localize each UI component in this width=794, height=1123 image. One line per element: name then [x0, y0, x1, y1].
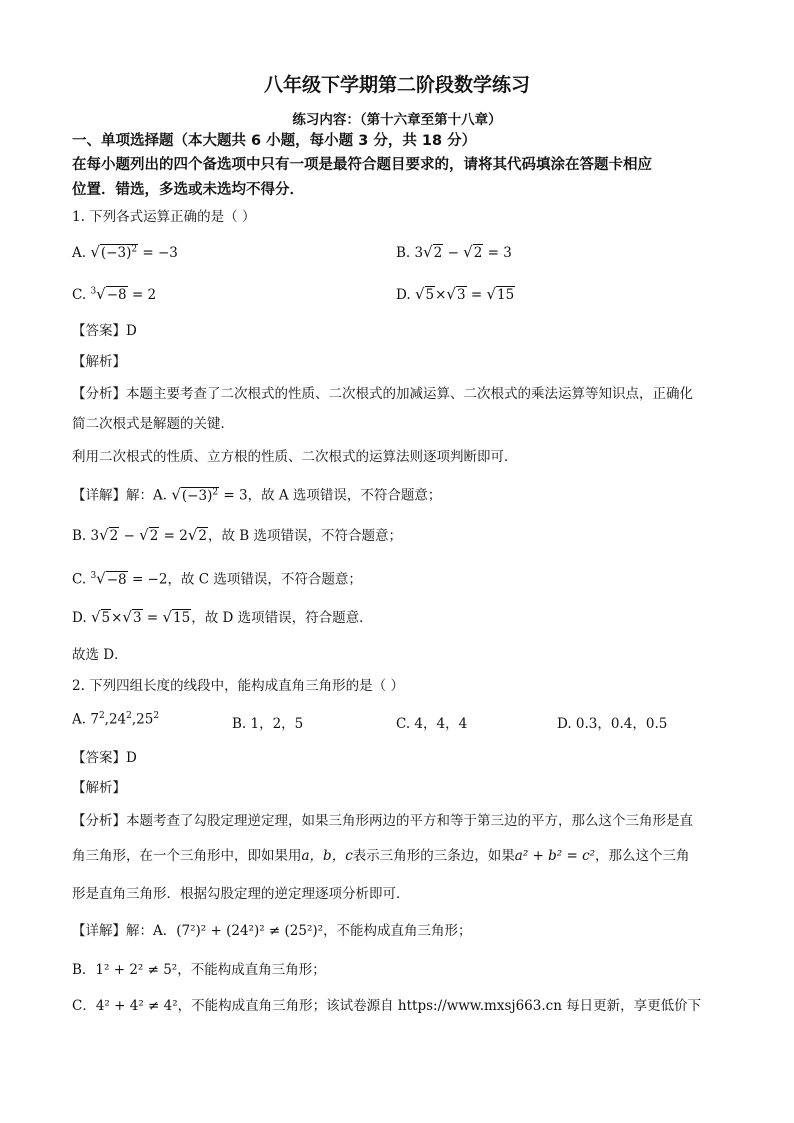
value: ,25: [131, 711, 154, 728]
q1-option-a: [72, 243, 178, 261]
detail-tail: ，故 D 选项错误，符合题意．: [191, 610, 373, 626]
radical: √2: [463, 243, 483, 261]
q1-jiexi: 【解析】: [72, 354, 126, 370]
radicand: −8: [106, 571, 127, 588]
detail-tail: ，不能构成直角三角形；: [323, 923, 472, 939]
detail-prefix: B．: [72, 962, 96, 978]
radical: √2: [187, 526, 207, 544]
detail-tail: ，故 B 选项错误，不符合题意；: [207, 528, 402, 544]
q1-analysis-3: 利用二次根式的性质、立方根的性质、二次根式的运算法则逐项判断即可．: [72, 449, 518, 465]
q2-detail-c: [72, 996, 701, 1016]
detail-rhs: = −2: [131, 571, 168, 588]
exponent: 2: [98, 711, 105, 721]
radicand: 3: [132, 610, 142, 626]
q2-option-b: B. 1，2，5: [232, 716, 304, 732]
q1-option-b: [396, 243, 512, 261]
q1-detail-c: [72, 566, 362, 590]
q1-stem: 1. 下列各式运算正确的是（ ）: [72, 209, 256, 225]
page-subtitle: 练习内容：（第十六章至第十八章）: [292, 112, 502, 128]
expression: 4² + 4² ≠ 4²: [95, 998, 178, 1014]
operator: ×: [111, 610, 123, 626]
radical: √5: [90, 608, 111, 626]
text: 表示三角形的三条边，如果: [352, 848, 515, 864]
text: 角三角形，在一个三角形中，即如果用: [72, 848, 302, 864]
radical: √3: [122, 608, 142, 626]
option-label: C.: [72, 287, 87, 303]
option-label: A.: [72, 245, 87, 261]
radicand: (−3): [181, 487, 213, 504]
equation: a² + b² = c²: [514, 848, 596, 864]
value: 7: [90, 711, 99, 728]
detail-tail: ，不能构成直角三角形；该试卷源自 https://www.mxsj663.cn 每日更新，享更低价下: [177, 998, 702, 1014]
q2-option-a: [72, 711, 159, 728]
exponent: 2: [153, 711, 160, 721]
q2-option-c: C. 4，4，4: [396, 716, 468, 732]
q1-detail-d: [72, 607, 373, 628]
operator: =: [146, 610, 159, 626]
radical: √2: [423, 243, 443, 261]
q2-option-d: D. 0.3，0.4，0.5: [557, 716, 668, 732]
operator: =: [470, 287, 483, 303]
q2-analysis-1: 【分析】本题考查了勾股定理逆定理，如果三角形两边的平方和等于第三边的平方，那么这个三角形是直: [72, 813, 693, 829]
detail-rhs: = 2: [163, 528, 188, 544]
q2-stem: 2. 下列四组长度的线段中，能构成直角三角形的是（ ）: [72, 678, 404, 694]
option-rhs: = 3: [487, 245, 512, 261]
radical: √15: [162, 608, 191, 626]
detail-prefix: 【详解】解：A．: [72, 923, 177, 939]
operator: −: [123, 528, 135, 544]
exponent: 2: [126, 711, 132, 721]
radical: √5: [414, 285, 435, 303]
detail-prefix: C.: [72, 571, 87, 588]
detail-prefix: 【详解】解：A.: [72, 487, 168, 504]
option-label: B.: [396, 245, 411, 261]
q1-detail-a: [72, 482, 441, 506]
option-rhs: = 2: [131, 287, 157, 303]
detail-tail: ，不能构成直角三角形；: [177, 962, 326, 978]
radical: √2: [99, 526, 119, 544]
detail-tail: ，故 A 选项错误，不符合题意；: [247, 487, 442, 504]
cube-root: $^3$√−8: [90, 569, 127, 588]
detail-prefix: C．: [72, 998, 96, 1014]
q1-analysis-1: 【分析】本题主要考查了二次根式的性质、二次根式的加减运算、二次根式的乘法运算等知识点，正确化: [72, 386, 693, 402]
section-heading: 一、单项选择题（本大题共 6 小题，每小题 3 分，共 18 分）: [72, 133, 477, 149]
radicand: 15: [497, 287, 515, 303]
q1-analysis-2: 简二次根式是解题的关键．: [72, 416, 234, 432]
radical: $√(-3)^2$: [171, 485, 219, 504]
exponent: 2: [131, 244, 138, 255]
variables: a，b，c: [301, 848, 353, 864]
q1-conclusion: 故选 D．: [72, 647, 128, 663]
radicand: 15: [173, 610, 191, 626]
radicand: 2: [473, 245, 483, 261]
value: ,24: [104, 711, 127, 728]
q2-analysis-3: 形是直角三角形．根据勾股定理的逆定理逐项分析即可．: [72, 886, 410, 902]
q1-answer: 【答案】D: [72, 323, 137, 339]
radicand: 2: [109, 528, 119, 544]
radical: √3: [446, 285, 466, 303]
root-index: 3: [90, 571, 97, 581]
root-index: 3: [90, 286, 97, 297]
page-title: 八年级下学期第二阶段数学练习: [263, 74, 530, 96]
option-rhs: = −3: [142, 245, 178, 261]
operator: −: [447, 245, 459, 261]
detail-rhs: = 3: [223, 487, 248, 504]
cube-root: $^3$√−8: [90, 285, 127, 303]
option-label: A.: [72, 711, 87, 728]
expression: 1² + 2² ≠ 5²: [95, 962, 178, 978]
coefficient: 3: [90, 528, 100, 544]
q2-analysis-2: [72, 846, 690, 866]
radical: √2: [139, 526, 159, 544]
expression: (7²)² + (24²)² ≠ (25²)²: [176, 923, 324, 939]
detail-tail: ，故 C 选项错误，不符合题意；: [167, 571, 362, 588]
radicand: 3: [456, 287, 466, 303]
detail-prefix: D.: [72, 610, 87, 626]
radical: √15: [486, 285, 515, 303]
radical: $√(-3)^2$: [90, 243, 138, 261]
detail-prefix: B.: [72, 528, 87, 544]
q2-answer: 【答案】D: [72, 750, 137, 766]
q2-jiexi: 【解析】: [72, 780, 126, 796]
q1-option-c: [72, 285, 156, 303]
radicand: 2: [149, 528, 159, 544]
q2-detail-b: [72, 960, 326, 980]
operator: ×: [435, 287, 447, 303]
radicand: −8: [106, 287, 127, 303]
instruction-line-2: 位置．错选，多选或未选均不得分．: [72, 182, 304, 198]
exponent: 2: [212, 487, 219, 497]
radicand: 2: [198, 528, 207, 544]
q2-detail-a: [72, 921, 472, 941]
q1-detail-b: [72, 525, 402, 546]
instruction-line-1: 在每小题列出的四个备选项中只有一项是最符合题目要求的，请将其代码填涂在答题卡相应: [72, 157, 652, 173]
radicand: (−3): [100, 245, 132, 261]
q1-option-d: [396, 285, 515, 303]
option-label: D.: [396, 287, 411, 303]
text: ，那么这个三角: [595, 848, 690, 864]
radicand: 5: [101, 610, 111, 626]
radicand: 2: [433, 245, 443, 261]
radicand: 5: [425, 287, 435, 303]
coefficient: 3: [414, 245, 424, 261]
